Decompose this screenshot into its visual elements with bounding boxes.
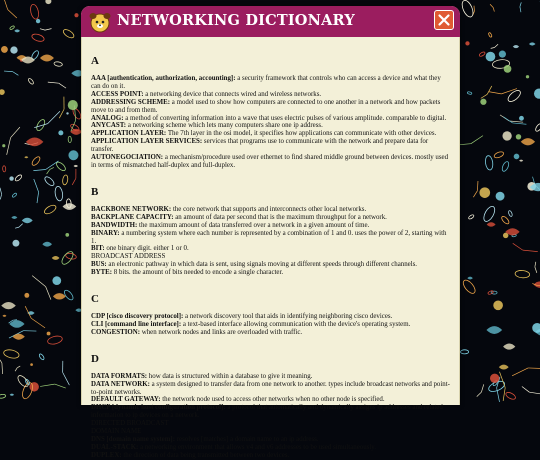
entry-term: BINARY: [91,230,120,237]
section-d [91,353,452,460]
entry-term: ADDRESSING SCHEME: [91,99,170,106]
entry-term: APPLICATION LAYER: [91,130,166,137]
dictionary-entry [91,130,452,138]
entry-term: AUTONEGOCIATION: [91,154,163,161]
entry-term: APPLICATION LAYER SERVICES: [91,138,202,145]
entry-term: ACCESS POINT: [91,91,144,98]
dictionary-entry [91,154,452,170]
dictionary-entry [91,261,452,269]
entry-definition: a protocol that automatically and dynamically assigns ip addresses and related information to ip devices on a network. [91,404,443,419]
section-c [91,293,452,337]
cartoon-animal-face-icon [89,11,111,33]
entry-definition: The 7th layer in the osi model, it specifies how applications can communicate with other devices. [166,130,436,137]
entry-definition: an amount of data per second that is the maximum throughput for a network. [174,214,387,221]
dictionary-entry [91,230,452,246]
dictionary-entry [91,253,452,261]
entry-term: BACKPLANE CAPACITY: [91,214,174,221]
entry-definition: BROADCAST ADDRESS [91,253,165,260]
entry-term: DATA FORMATS: [91,373,147,380]
dictionary-entry [91,444,452,452]
entry-definition: DOMAIN NAME [91,428,141,435]
entry-definition: the maximum amount of data transferred over a network in a given amount of time. [137,222,369,229]
entry-definition: resolves [matches] a domain name to an ip address. [175,436,319,443]
entry-term: DHCP [dynamic host configuration protocol]: [91,404,226,411]
close-button[interactable] [434,10,454,30]
entry-definition: a numbering system where each number is represented by a combination of 1 and 0. uses the power of 2, starting with 1. [91,230,446,245]
entry-definition: a networking device that connects wired and wireless networks. [144,91,322,98]
entry-term: AAA [authentication, authorization, accounting]: [91,75,236,82]
entry-term: CDP [cisco discovery protocol]: [91,313,183,320]
entry-definition: an electronic pathway in which data is sent, using signals moving at different speeds through different channels. [107,261,417,268]
entry-definition: 8 bits. the amount of bits needed to encode a single character. [112,269,283,276]
dictionary-entry [91,452,452,460]
entry-definition: the network node used to access other networks when no other node is specified. [161,396,385,403]
entry-definition: services that programs use to communicate with the network and prepare data for transfer. [91,138,428,153]
entry-definition: a network discovery tool that aids in identifying neighboring cisco devices. [183,313,392,320]
dictionary-entry [91,373,452,381]
entry-term: BANDWIDTH: [91,222,137,229]
entry-definition: a method of converting information into a wave that uses electric pulses of various amplitude. comparable to digital. [124,115,447,122]
window-title: NETWORKING DICTIONARY [117,12,355,29]
dictionary-window [81,6,460,405]
section-a [91,55,452,170]
entry-definition: DIRECTED BROADCAST [91,420,169,427]
close-icon [435,11,453,29]
entry-term: BACKBONE NETWORK: [91,206,171,213]
dictionary-entry [91,396,452,404]
dictionary-entry [91,206,452,214]
section-letter-heading: B [91,186,452,198]
dictionary-entry [91,122,452,130]
section-letter-heading: D [91,353,452,365]
dictionary-entry [91,222,452,230]
entry-term: BUS: [91,261,107,268]
dictionary-entry [91,214,452,222]
dictionary-entry [91,313,452,321]
section-letter-heading: C [91,293,452,305]
entry-definition: how data is structured within a database to give it meaning. [147,373,312,380]
dictionary-entry [91,115,452,123]
entry-definition: when network nodes and links are overloaded with traffic. [140,329,302,336]
entry-term: DEFAULT GATEWAY: [91,396,161,403]
dictionary-entry [91,75,452,91]
entry-term: BIT: [91,245,105,252]
entry-term: DNS [domain name system]: [91,436,175,443]
dictionary-entry [91,420,452,428]
dictionary-content[interactable] [81,37,460,405]
dictionary-entry [91,436,452,444]
entry-term: CONGESTION: [91,329,140,336]
dictionary-entry [91,269,452,277]
entry-definition: one binary digit. either 1 or 0. [105,245,189,252]
entry-definition: the direction of data being transmitted between two devices. [122,452,290,459]
entry-definition: a text-based interface allowing communication with the device's operating system. [181,321,410,328]
entry-definition: a networking environment that allows v4 and v6 addresses to be used simultaneously. [138,444,376,451]
entry-definition: the core network that supports and interconnects other local networks. [171,206,366,213]
entry-definition: a system designed to transfer data from one network to another. types include broadcast networks and point-to-point networks. [91,381,450,396]
entry-term: ANALOG: [91,115,124,122]
section-letter-heading: A [91,55,452,67]
entry-term: DUAL-STACK: [91,444,138,451]
entry-term: BYTE: [91,269,112,276]
title-bar [81,6,460,37]
entry-term: DATA NETWORK: [91,381,150,388]
dictionary-entry [91,321,452,329]
entry-definition: a model used to show how computers are connected to one another in a network and how packets move to and from them. [91,99,440,114]
dictionary-entry [91,404,452,420]
dictionary-entry [91,428,452,436]
entry-term: DUPLEX: [91,452,122,459]
dictionary-entry [91,99,452,115]
entry-term: ANYCAST: [91,122,126,129]
section-b [91,186,452,277]
dictionary-entry [91,245,452,253]
entry-term: CLI [command line interface]: [91,321,181,328]
dictionary-entry [91,381,452,397]
entry-definition: a mechanism/procedure used over ethernet to find shared middle ground between devices. mostly used in terms of mismatched half-duplex and full-duplex. [91,154,448,169]
dictionary-entry [91,91,452,99]
entry-definition: a security framework that controls who can access a device and what they can do on it. [91,75,441,90]
entry-definition: a networking scheme which lets many computers share one ip address. [126,122,323,129]
dictionary-entry [91,138,452,154]
dictionary-entry [91,329,452,337]
